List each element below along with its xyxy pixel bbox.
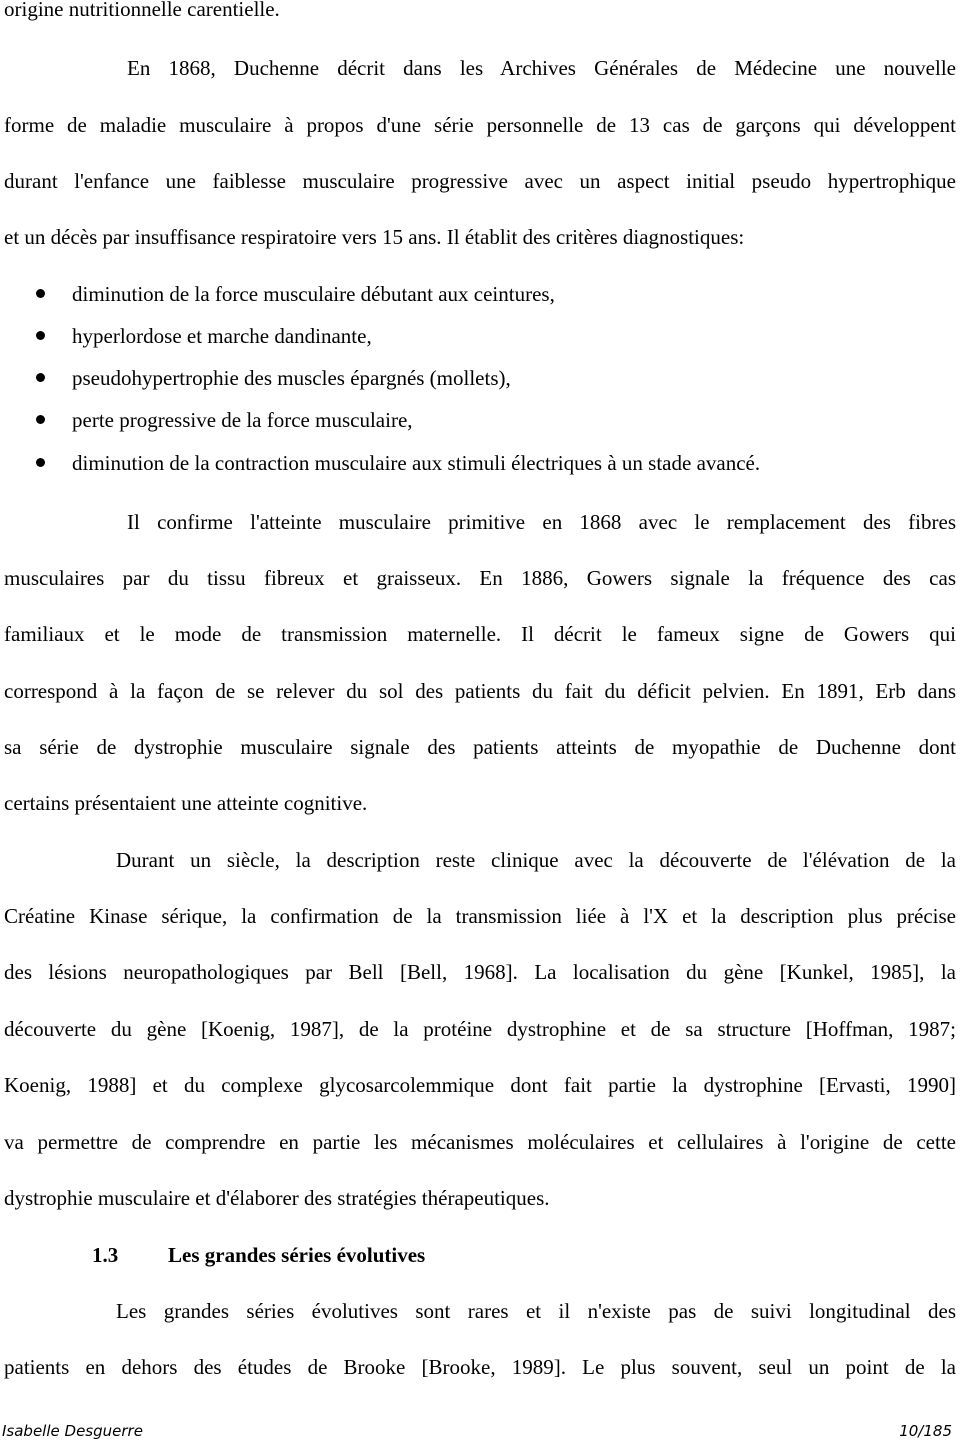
paragraph-line: Koenig, 1988] et du complexe glycosarcolemmique dont fait partie la dystrophine [Ervasti, 1990] <box>4 1073 956 1097</box>
list-item <box>36 324 950 350</box>
paragraph-line: dystrophie musculaire et d'élaborer des stratégies thérapeutiques. <box>4 1186 550 1210</box>
list-item-text: pseudohypertrophie des muscles épargnés (mollets), <box>72 366 511 390</box>
paragraph-line: Durant un siècle, la description reste clinique avec la découverte de l'élévation de la <box>116 848 956 872</box>
paragraph-line: patients en dehors des études de Brooke [Brooke, 1989]. Le plus souvent, seul un point de la <box>4 1355 956 1379</box>
paragraph-line: certains présentaient une atteinte cognitive. <box>4 791 368 815</box>
page-footer <box>0 1421 956 1443</box>
bullet-icon <box>36 373 45 382</box>
paragraph-line: Les grandes séries évolutives sont rares et il n'existe pas de suivi longitudinal des <box>116 1299 956 1323</box>
bullet-icon <box>36 458 45 467</box>
page-number: 10/185 <box>899 1422 952 1440</box>
paragraph-line: durant l'enfance une faiblesse musculaire progressive avec un aspect initial pseudo hypertrophique <box>4 169 956 193</box>
list-item <box>36 451 950 477</box>
paragraph-line: va permettre de comprendre en partie les mécanismes moléculaires et cellulaires à l'origine de cette <box>4 1130 956 1154</box>
section-number: 1.3 <box>92 1243 119 1267</box>
paragraph-line: sa série de dystrophie musculaire signale des patients atteints de myopathie de Duchenne dont <box>4 735 956 759</box>
list-item-text: perte progressive de la force musculaire, <box>72 408 413 432</box>
paragraph-line: forme de maladie musculaire à propos d'une série personnelle de 13 cas de garçons qui développent <box>4 113 956 137</box>
list-item <box>36 408 950 434</box>
paragraph-line: des lésions neuropathologiques par Bell [Bell, 1968]. La localisation du gène [Kunkel, 1985], la <box>4 960 956 984</box>
paragraph-line: musculaires par du tissu fibreux et graisseux. En 1886, Gowers signale la fréquence des cas <box>4 566 956 590</box>
paragraph-line: correspond à la façon de se relever du sol des patients du fait du déficit pelvien. En 1891, Erb dans <box>4 679 956 703</box>
paragraph-line: origine nutritionnelle carentielle. <box>4 0 280 21</box>
list-item-text: hyperlordose et marche dandinante, <box>72 324 372 348</box>
paragraph-line: En 1868, Duchenne décrit dans les Archives Générales de Médecine une nouvelle <box>127 56 956 80</box>
list-item <box>36 366 950 392</box>
bullet-icon <box>36 289 45 298</box>
footer-author: Isabelle Desguerre <box>2 1422 143 1440</box>
bullet-icon <box>36 331 45 340</box>
paragraph-line: familiaux et le mode de transmission maternelle. Il décrit le fameux signe de Gowers qui <box>4 622 956 646</box>
paragraph-line: Créatine Kinase sérique, la confirmation de la transmission liée à l'X et la description plus précise <box>4 904 956 928</box>
paragraph-line: Il confirme l'atteinte musculaire primitive en 1868 avec le remplacement des fibres <box>127 510 956 534</box>
section-title: Les grandes séries évolutives <box>168 1243 426 1267</box>
list-item-text: diminution de la contraction musculaire aux stimuli électriques à un stade avancé. <box>72 451 761 475</box>
list-item <box>36 282 950 308</box>
paragraph-line: découverte du gène [Koenig, 1987], de la protéine dystrophine et de sa structure [Hoffman, 1987; <box>4 1017 956 1041</box>
bullet-icon <box>36 415 45 424</box>
list-item-text: diminution de la force musculaire débutant aux ceintures, <box>72 282 555 306</box>
paragraph-line: et un décès par insuffisance respiratoire vers 15 ans. Il établit des critères diagnostiques: <box>4 225 745 249</box>
